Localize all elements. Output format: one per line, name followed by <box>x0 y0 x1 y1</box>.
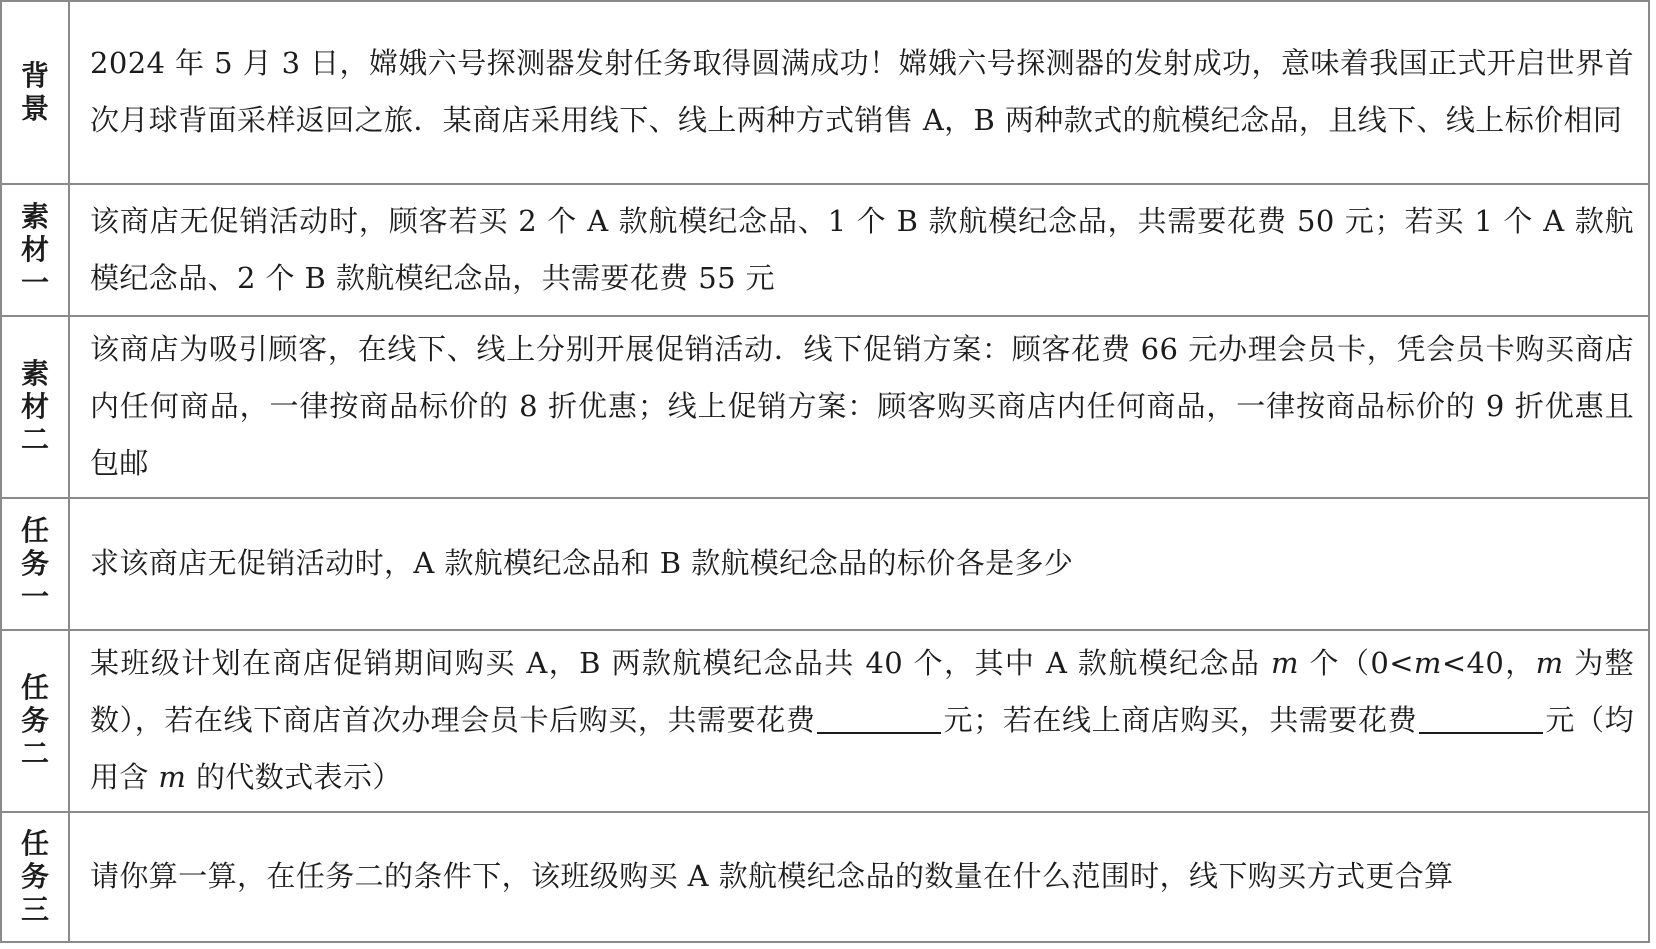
row-background <box>1 1 1649 184</box>
task2-text-part6: 元（均用含 <box>90 703 1634 795</box>
task2-text <box>90 635 1634 806</box>
background-text: 2024 年 5 月 3 日，嫦娥六号探测器发射任务取得圆满成功！嫦娥六号探测器的发射成功，意味着我国正式开启世界首次月球背面采样返回之旅．某商店采用线下、线上两种方式销售 A，B 两种款式的航模纪念品，且线下、线上标价相同 <box>90 46 1634 138</box>
content-cell-material2 <box>69 316 1649 498</box>
row-task1 <box>1 498 1649 630</box>
row-label-task1: 任务一 <box>21 514 50 614</box>
variable-m: m <box>1535 646 1564 681</box>
label-cell-task1 <box>1 498 69 630</box>
task2-text-part4: 为整数），若在线下商店首次办理会员卡后购买，共需要花费 <box>90 646 1634 738</box>
content-cell-task3 <box>69 812 1649 942</box>
material2-text: 该商店为吸引顾客，在线下、线上分别开展促销活动．线下促销方案：顾客花费 66 元办理会员卡，凭会员卡购买商店内任何商品，一律按商品标价的 8 折优惠；线上促销方案：顾客购买商店内任何商品，一律按商品标价的 9 折优惠且包邮 <box>90 332 1634 481</box>
answer-blank-offline[interactable] <box>817 702 941 734</box>
content-cell-material1 <box>69 184 1649 316</box>
variable-m: m <box>1413 646 1442 681</box>
content-cell-background <box>69 1 1649 184</box>
task2-text-part1: 某班级计划在商店促销期间购买 A，B 两款航模纪念品共 40 个，其中 A 款航模纪念品 <box>90 646 1272 681</box>
row-label-material1: 素材一 <box>21 200 50 300</box>
row-material2 <box>1 316 1649 498</box>
row-label-background: 背景 <box>21 59 50 126</box>
task2-text-part5: 元；若在线上商店购买，共需要花费 <box>943 703 1418 738</box>
content-cell-task1 <box>69 498 1649 630</box>
variable-m: m <box>158 760 187 795</box>
variable-m: m <box>1271 646 1299 681</box>
row-task3 <box>1 812 1649 942</box>
label-cell-task3 <box>1 812 69 942</box>
label-cell-material2 <box>1 316 69 498</box>
label-cell-task2 <box>1 630 69 812</box>
task1-text: 求该商店无促销活动时，A 款航模纪念品和 B 款航模纪念品的标价各是多少 <box>90 546 1074 581</box>
row-label-task3: 任务三 <box>21 827 50 927</box>
label-cell-background <box>1 1 69 184</box>
row-label-task2: 任务二 <box>21 671 50 771</box>
task2-text-part3: <40， <box>1441 646 1536 681</box>
task3-text: 请你算一算，在任务二的条件下，该班级购买 A 款航模纪念品的数量在什么范围时，线下购买方式更合算 <box>90 859 1454 894</box>
content-cell-task2 <box>69 630 1649 812</box>
label-cell-material1 <box>1 184 69 316</box>
task2-text-part2: 个（0< <box>1298 646 1414 681</box>
material1-text: 该商店无促销活动时，顾客若买 2 个 A 款航模纪念品、1 个 B 款航模纪念品，共需要花费 50 元；若买 1 个 A 款航模纪念品、2 个 B 款航模纪念品，共需要花费 55 元 <box>90 203 1634 295</box>
answer-blank-online[interactable] <box>1419 702 1543 734</box>
row-task2 <box>1 630 1649 812</box>
task2-text-part7: 的代数式表示） <box>186 760 402 795</box>
row-label-material2: 素材二 <box>21 357 50 457</box>
row-material1 <box>1 184 1649 316</box>
